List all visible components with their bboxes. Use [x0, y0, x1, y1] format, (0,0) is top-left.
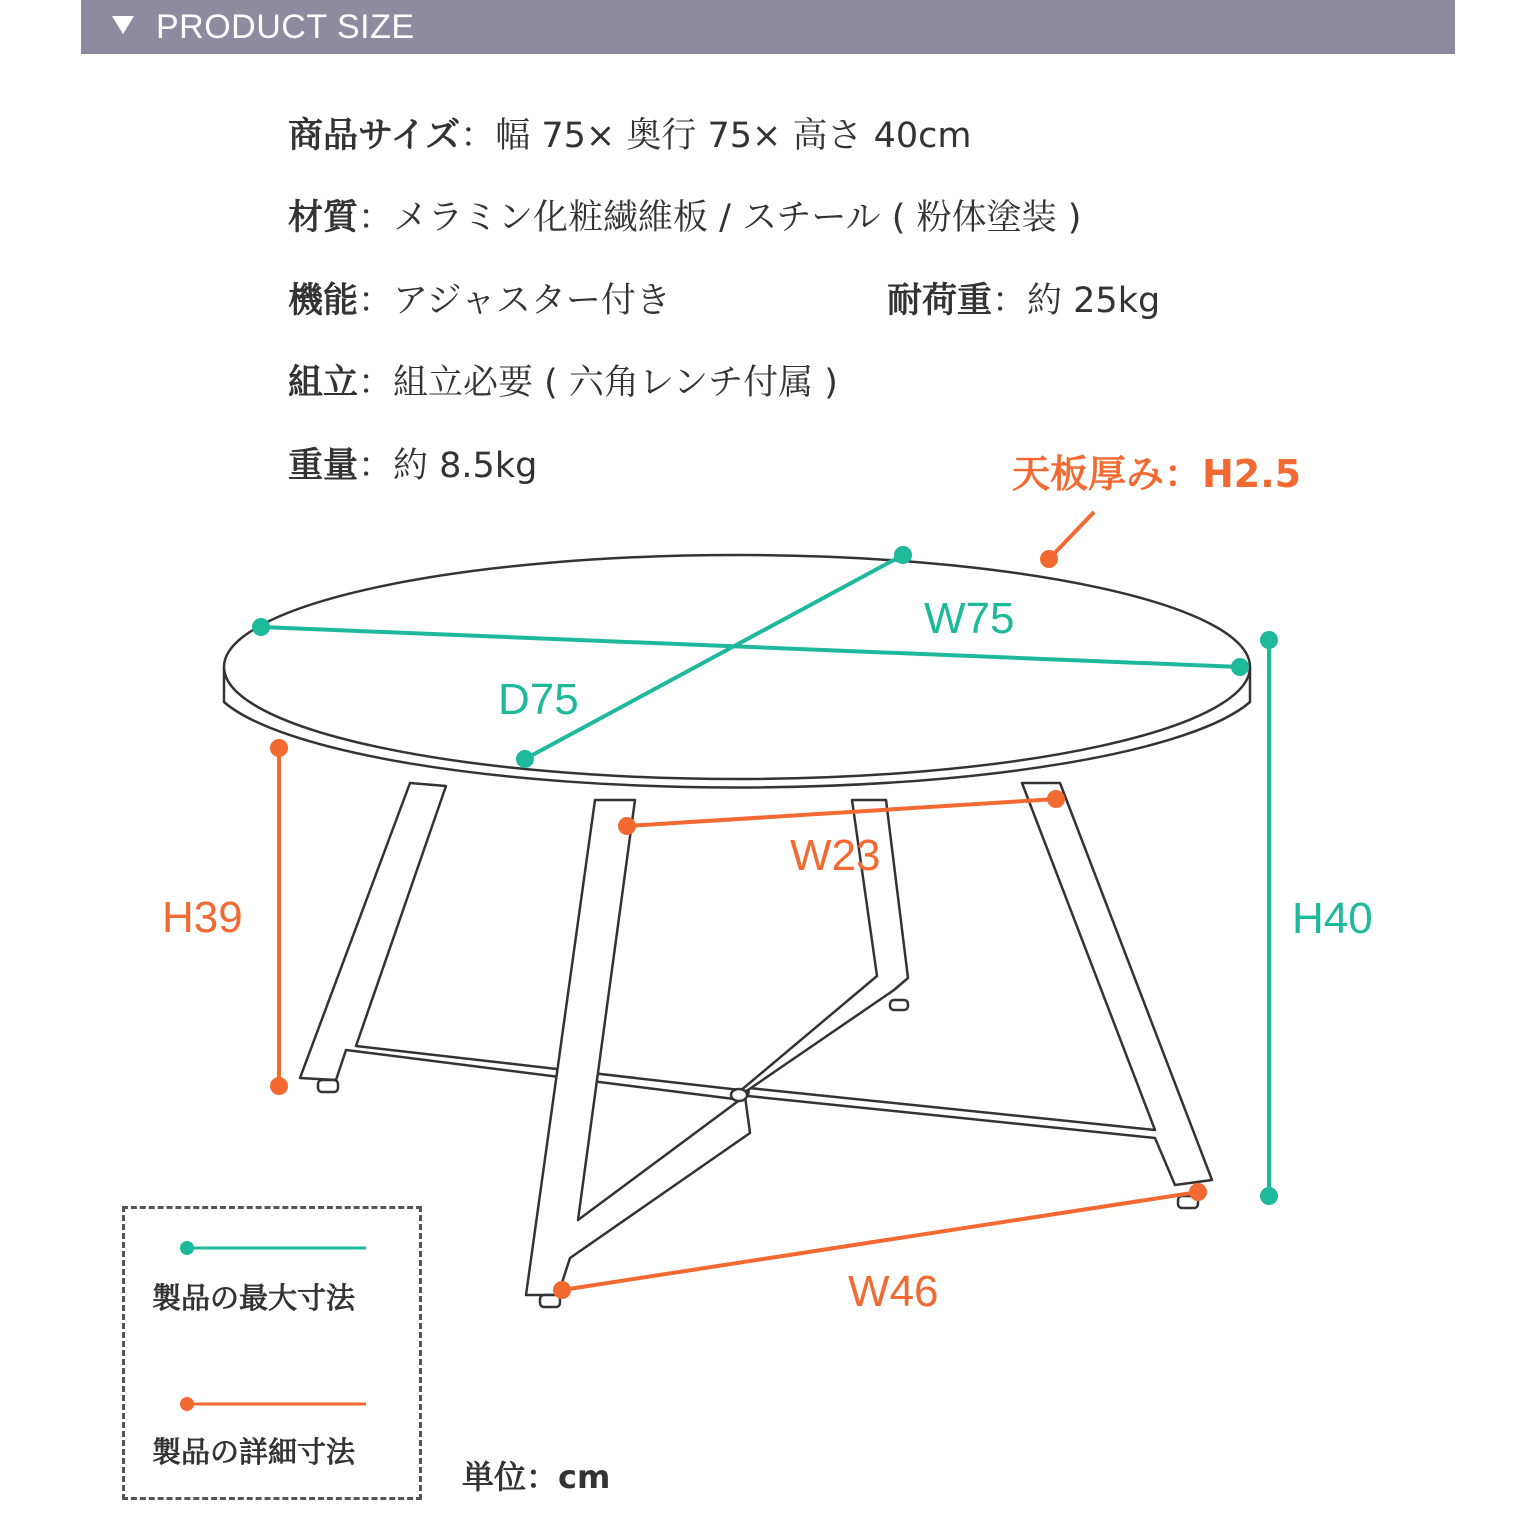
- spec-load-label: 耐荷重: [887, 281, 993, 321]
- spec-size-sep: ：: [460, 116, 496, 156]
- spec-function-label: 機能: [288, 281, 359, 321]
- w23-dot-end: [1049, 792, 1063, 806]
- table-drawing: [224, 555, 1250, 1307]
- leg-front: [526, 800, 750, 1295]
- spec-load-sep: ：: [992, 281, 1028, 321]
- label-w23: W23: [790, 831, 881, 880]
- spec-weight-sep: ：: [358, 446, 394, 486]
- spec-size-label: 商品サイズ: [288, 116, 461, 156]
- d75-dot-start: [518, 752, 532, 766]
- label-w75: W75: [924, 594, 1015, 643]
- h39-dot-end: [272, 1079, 286, 1093]
- center-joint: [731, 1089, 747, 1101]
- leg-left: [300, 783, 749, 1100]
- w23-line: [627, 799, 1056, 826]
- w75-dot-end: [1233, 660, 1247, 674]
- h40-dot-start: [1262, 633, 1276, 647]
- spec-weight-label: 重量: [288, 446, 359, 486]
- foot-back: [890, 1000, 908, 1010]
- spec-material-label: 材質: [288, 198, 359, 238]
- w75-dot-start: [254, 620, 268, 634]
- label-d75: D75: [498, 675, 579, 724]
- spec-function-value: アジャスター付き: [393, 281, 671, 321]
- spec-assembly-label: 組立: [288, 363, 359, 403]
- w46-dot-start: [555, 1283, 569, 1297]
- label-h40: H40: [1292, 894, 1373, 943]
- legend-detail-label: 製品の詳細寸法: [152, 1435, 356, 1469]
- h40-dot-end: [1262, 1189, 1276, 1203]
- spec-weight-value: 約 8.5kg: [393, 446, 538, 486]
- label-w46: W46: [848, 1267, 939, 1316]
- spec-material-sep: ：: [358, 198, 394, 238]
- spec-assembly-sep: ：: [358, 363, 394, 403]
- spec-function-sep: ：: [358, 281, 394, 321]
- tabletop: [224, 555, 1250, 779]
- label-thickness: 天板厚み：H2.5: [1012, 452, 1302, 496]
- spec-load-value: 約 25kg: [1027, 281, 1161, 321]
- header-title: PRODUCT SIZE: [156, 8, 415, 46]
- w46-dot-end: [1191, 1185, 1205, 1199]
- spec-assembly-value: 組立必要 ( 六角レンチ付属 ): [393, 363, 838, 403]
- label-h39: H39: [162, 893, 243, 942]
- thickness-dot: [1042, 552, 1056, 566]
- unit-label: 単位：cm: [462, 1458, 611, 1496]
- thickness-leader: [1049, 512, 1094, 559]
- legend-max-label: 製品の最大寸法: [152, 1281, 356, 1315]
- spec-material-value: メラミン化粧繊維板 / スチール ( 粉体塗装 ): [393, 198, 1082, 238]
- h39-dot-start: [272, 741, 286, 755]
- w23-dot-start: [620, 819, 634, 833]
- d75-dot-end: [896, 548, 910, 562]
- foot-left: [318, 1080, 338, 1092]
- spec-size-value: 幅 75× 奥行 75× 高さ 40cm: [495, 116, 972, 156]
